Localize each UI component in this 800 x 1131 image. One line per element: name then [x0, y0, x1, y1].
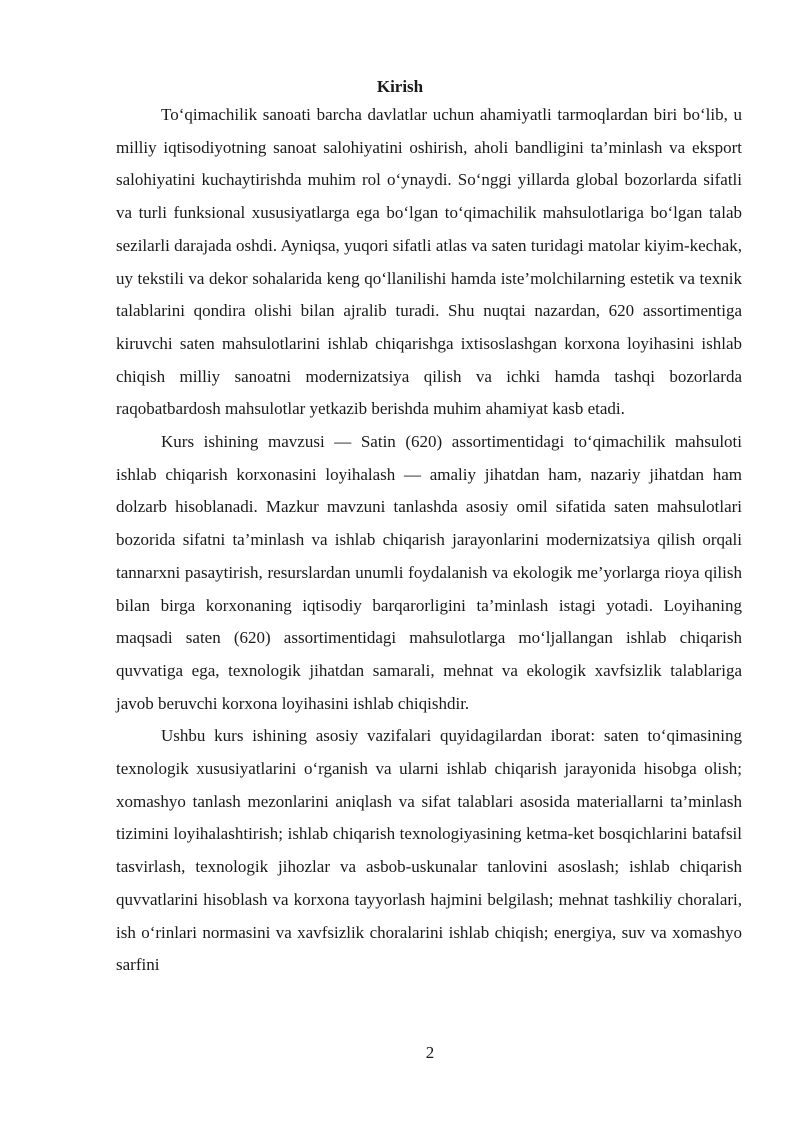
paragraph-tasks: Ushbu kurs ishining asosiy vazifalari quyidagilardan iborat: saten to‘qimasining texnologik xususiyatlarini o‘rganish va ularni ishlab chiqarish jarayonida hisobga olish; xomashyo tanlash mezonlarini aniqlash va sifat talablari asosida materiallarni ta’minlash tizimini loyihalashtirish; ishlab chiqarish texnologiyasining ketma-ket bosqichlarini batafsil tasvirlash, texnologik jihozlar va asbob-uskunalar tanlovini asoslash; ishlab chiqarish quvvatlarini hisoblash va korxona tayyorlash hajmini belgilash; mehnat tashkiliy choralari, ish o‘rinlari normasini va xavfsizlik choralarini ishlab chiqish; energiya, suv va xomashyo sarfini [116, 726, 742, 975]
page-number: 2 [425, 1043, 435, 1062]
paragraph-topic-relevance: Kurs ishining mavzusi — Satin (620) assortimentidagi to‘qimachilik mahsuloti ishlab chiqarish korxonasini loyihalash — amaliy jihatdan ham, nazariy jihatdan ham dolzarb hisoblanadi. Mazkur mavzuni tanlashda asosiy omil sifatida saten mahsulotlari bozorida sifatni ta’minlash va ishlab chiqarish jarayonlarini modernizatsiya qilish orqali tannarxni pasaytirish, resurslardan unumli foydalanish va ekologik me’yorlarga rioya qilish bilan birga korxonaning iqtisodiy barqarorligini ta’minlash istagi yotadi. Loyihaning maqsadi saten (620) assortimentidagi mahsulotlarga mo‘ljallangan ishlab chiqarish quvvatiga ega, texnologik jihatdan samarali, mehnat va ekologik xavfsizlik talablariga javob beruvchi korxona loyihasini ishlab chiqishdir. [116, 432, 742, 713]
section-heading: Kirish [376, 77, 424, 96]
paragraph-introduction: To‘qimachilik sanoati barcha davlatlar uchun ahamiyatli tarmoqlardan biri bo‘lib, u milliy iqtisodiyotning sanoat salohiyatini oshirish, aholi bandligini ta’minlash va eksport salohiyatini kuchaytirishda muhim rol o‘ynaydi. So‘nggi yillarda global bozorlarda sifatli va turli funksional xususiyatlarga ega bo‘lgan to‘qimachilik mahsulotlariga bo‘lgan talab sezilarli darajada oshdi. Ayniqsa, yuqori sifatli atlas va saten turidagi matolar kiyim-kechak, uy tekstili va dekor sohalarida keng qo‘llanilishi hamda iste’molchilarning estetik va texnik talablarini qondira olishi bilan ajralib turadi. Shu nuqtai nazardan, 620 assortimentiga kiruvchi saten mahsulotlarini ishlab chiqarishga ixtisoslashgan korxona loyihasini ishlab chiqish milliy sanoatni modernizatsiya qilish va ichki hamda tashqi bozorlarda raqobatbardosh mahsulotlar yetkazib berishda muhim ahamiyat kasb etadi. [116, 105, 742, 419]
body-text [116, 99, 742, 982]
